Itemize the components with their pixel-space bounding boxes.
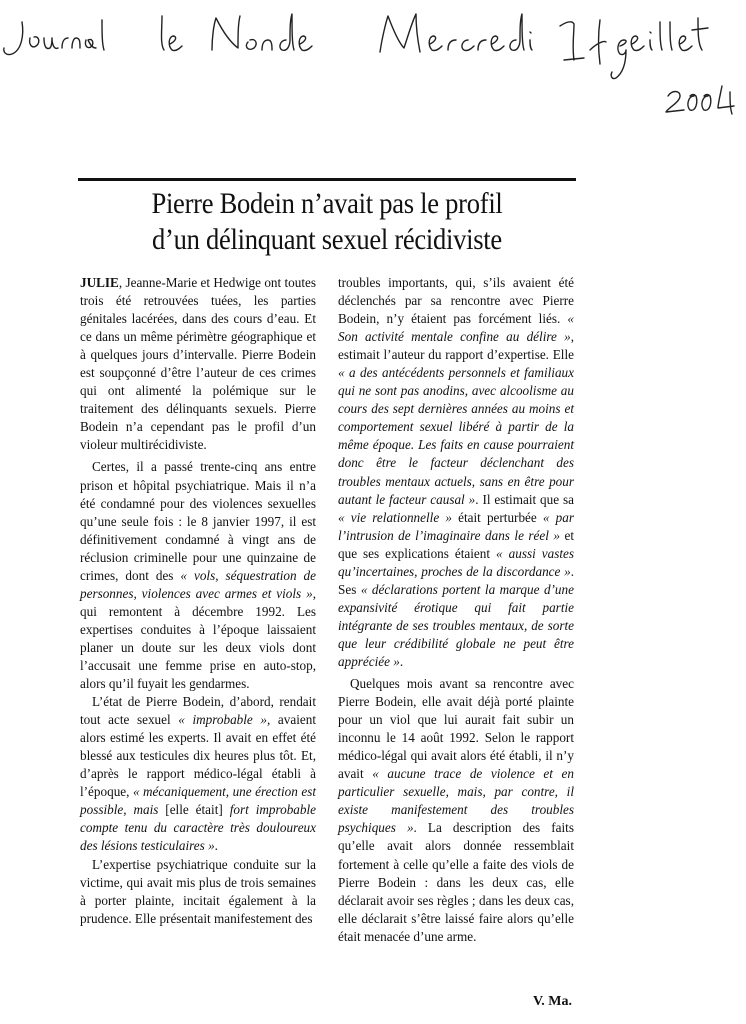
article-column-left: [80, 274, 316, 928]
lead-word: JULIE: [80, 275, 119, 290]
quote: « aussi vastes qu’incertaines, proches de la discordance »: [338, 545, 574, 579]
quote: « a des antécédents personnels et familiaux qui ne sont pas anodins, avec alcoolisme au cours des sept dernières années au moins et comportement sexuel libéré à partir de la même époque. Les faits en cause pourraient donc être le facteur déclenchant des troubles mentaux actuels, sans en être pour autant le facteur causal »: [338, 365, 574, 507]
quote: « vie relationnelle »: [338, 509, 452, 525]
quote: « vols, séquestration de personnes, violences avec armes et viols »: [80, 567, 316, 601]
handwritten-annotation: [0, 0, 746, 130]
quote: « aucune trace de violence et en particulier sexuelle, mais, par contre, il existe manifestement des troubles psychiques »: [338, 766, 574, 836]
paragraph-5: troubles importants, qui, s’ils avaient été déclenchés par sa rencontre avec Pierre Bodein, n’y étaient pas forcément liés. « Son activité mentale confine au délire », estimait l’auteur du rapport d’expertise. Elle « a des antécédents personnels et familiaux qui ne sont pas anodins, avec alcoolisme au cours des sept dernières années au moins et comportement sexuel libéré à partir de la même époque. Les faits en cause pourraient donc être le facteur déclenchant des troubles mentaux actuels, sans en être pour autant le facteur causal ». Il estimait que sa « vie relationnelle » était perturbée « par l’intrusion de l’imaginaire dans le réel » et que ses explications étaient « aussi vastes qu’incertaines, proches de la discordance ». Ses « déclarations portent la marque d’une expansivité érotique qui fait partie intégrante de ses troubles mentaux, de sorte que leur crédibilité globale ne peut être appréciée ».: [338, 275, 574, 669]
newspaper-article: [78, 178, 576, 1018]
article-headline: [105, 186, 550, 258]
quote: « Son activité mentale confine au délire »: [338, 311, 574, 345]
quote: « mécaniquement, une érection est possible, mais: [80, 784, 316, 818]
author-signature: V. Ma.: [532, 994, 572, 1009]
article-column-right: [338, 274, 574, 946]
paragraph-4: L’expertise psychiatrique conduite sur la victime, qui avait mis plus de trois semaines à porter plainte, incitait également à la prudence. Elle présentait manifestement des: [80, 856, 316, 926]
quote: « déclarations portent la marque d’une expansivité érotique qui fait partie intégrante de ses troubles mentaux, de sorte que leur crédibilité globale ne peut être appréciée »: [338, 581, 574, 669]
headline-line-2: d’un délinquant sexuel récidiviste: [152, 224, 502, 256]
quote: « par l’intrusion de l’imaginaire dans le réel »: [338, 509, 574, 543]
quote: fort improbable compte tenu du caractère très douloureux des lésions testiculaires »: [80, 802, 317, 854]
paragraph-6: Quelques mois avant sa rencontre avec Pierre Bodein, elle avait déjà porté plainte pour un viol que lui aurait fait subir un inconnu le 14 août 1992. Selon le rapport médico-légal qui avait alors été établi, il n’y avait « aucune trace de violence et en particulier sexuelle, mais, par contre, il existe manifestement des troubles psychiques ». La description des faits qu’elle avait alors donnée ressemblait fortement à celle qu’elle a faite des viols de Pierre Bodein : dans les deux cas, elle déclarait avoir ses règles ; dans les deux cas, elle déclarait s’être laissé faire alors qu’elle était menacée d’une arme.: [338, 676, 574, 944]
paragraph-2: Certes, il a passé trente-cinq ans entre prison et hôpital psychiatrique. Mais il n’a été condamné pour des violences sexuelles qu’une seule fois : le 8 janvier 1997, il est définitivement condamné à vingt ans de réclusion criminelle pour une quinzaine de crimes, dont des « vols, séquestration de personnes, violences avec armes et viols », qui remontent à décembre 1992. Les expertises conduites à l’époque laissaient planer un doute sur les deux viols dont l’accusait une femme prise en auto-stop, alors qu’il fuyait les gendarmes.: [80, 459, 316, 692]
paragraph-1: JULIE, Jeanne-Marie et Hedwige ont toutes trois été retrouvées tuées, les parties génitales lacérées, dans des cours d’eau. Et ce dans un même périmètre géographique et à quelques jours d’intervalle. Pierre Bodein est soupçonné d’être l’auteur de ces crimes qui ont alimenté la polémique sur le traitement des délinquants sexuels. Pierre Bodein n’a cependant pas le profil d’un violeur multirécidiviste.: [80, 275, 316, 453]
quote: « improbable »: [178, 712, 267, 728]
paragraph-3: L’état de Pierre Bodein, d’abord, rendait tout acte sexuel « improbable », avaient alors estimé les experts. Il avait en effet été blessé aux testicules dix heures plus tôt. Et, d’après le rapport médico-légal établi à l’époque, « mécaniquement, une érection est possible, mais [elle était] fort improbable compte tenu du caractère très douloureux des lésions testiculaires ».: [80, 694, 317, 854]
handwritten-annotation-scribble: [0, 0, 746, 130]
article-top-rule: [78, 178, 576, 181]
headline-line-1: Pierre Bodein n’avait pas le profil: [151, 188, 503, 220]
